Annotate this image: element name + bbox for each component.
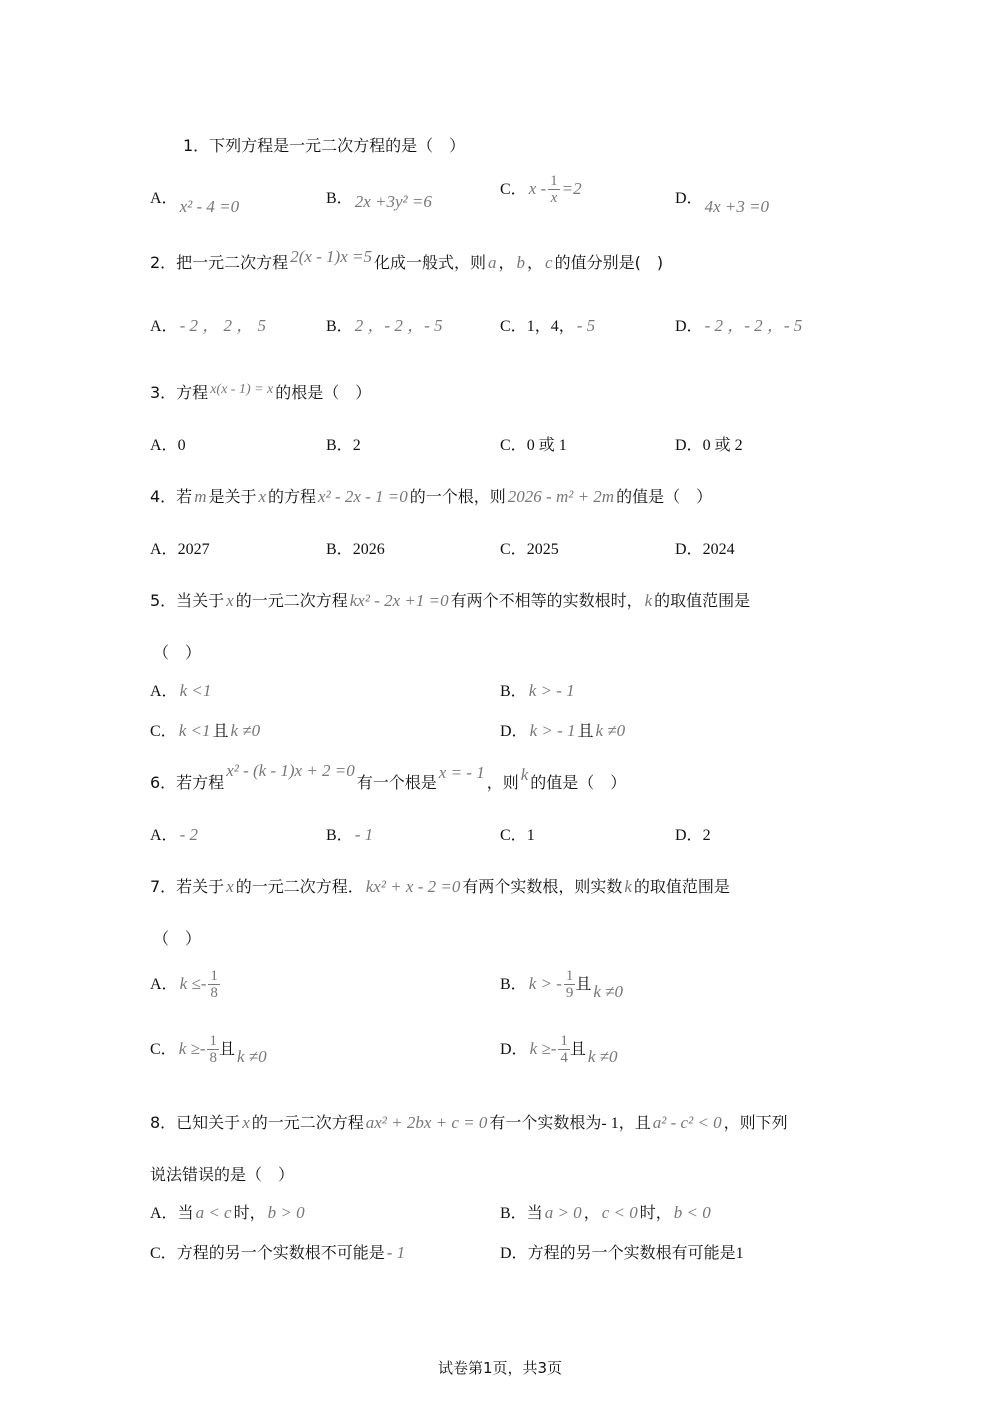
option-label: B． [500,976,527,993]
q5-option-d [500,720,627,743]
inline-variable: x [226,877,234,896]
option-text: ， [583,1203,600,1222]
stem-text: 的根是（ ） [275,383,372,402]
stem-text: 是关于 [208,487,257,506]
option-label: B． [326,541,353,558]
stem-text: ，则 [486,773,519,792]
option-label: A． [150,1205,178,1222]
stem-text: 化成一般式，则 [373,253,486,272]
option-label: D． [675,437,703,454]
option-math: 2 ，- 2 ，- 5 [354,316,443,335]
q3-option-a [150,434,186,457]
option-text: 当 [526,1203,543,1222]
q6-option-a [150,824,200,847]
q7-option-b [500,968,625,1001]
q6-option-c [500,824,535,847]
option-math: x² - 4 =0 [179,197,240,216]
q1-option-c [500,173,584,206]
inline-equation: a² - c² < 0 [652,1113,722,1132]
option-label: C． [500,437,527,454]
fraction-numerator: 1 [550,173,558,189]
option-text: 1，4， [526,318,575,335]
inline-equation: kx² - 2x +1 =0 [349,591,449,610]
option-label: D． [675,318,703,335]
inline-variable: k [624,877,632,896]
option-text: 且 [218,1039,235,1058]
fraction-denominator: 8 [210,985,218,1001]
fraction [564,968,576,1001]
answer-paren: （ ） [153,929,202,948]
option-label: B． [326,318,353,335]
option-text: 且 [577,721,594,740]
inline-equation: x² - (k - 1)x + 2 =0 [226,761,355,780]
stem-text: 8．已知关于 [150,1113,241,1132]
option-math: k > - 1 [529,721,576,740]
option-math: 4x +3 =0 [704,197,770,216]
option-math: k ≤- [179,974,207,993]
q3-option-c [500,434,567,457]
option-text: 1 [526,827,535,844]
stem-text: ，则下列 [723,1113,788,1132]
option-math: c < 0 [601,1203,638,1222]
inline-variable: x [242,1113,250,1132]
option-label: A． [150,976,178,993]
option-label: B． [500,683,527,700]
inline-variable: k [520,765,529,784]
fraction [208,968,220,1001]
q1-stem [183,135,465,157]
option-math: - 1 [354,825,374,844]
option-math: - 2 [179,825,198,844]
q3-stem [150,382,371,406]
option-label: C． [150,1041,177,1058]
option-math: a < c [195,1203,232,1222]
inline-variable: a [488,253,497,272]
q1-option-a [150,187,241,216]
option-math: k <1 [179,681,212,700]
stem-text: 6．若方程 [150,773,225,792]
option-math: - 5 [576,316,596,335]
q8-stem-continued [150,1164,294,1186]
option-label: C． [150,1245,177,1262]
stem-text: 5．当关于 [150,591,225,610]
option-label: B． [326,827,353,844]
option-text: 当 [177,1203,194,1222]
q1-option-b [326,187,434,210]
stem-text: 的方程 [268,487,317,506]
option-math: a > 0 [544,1203,582,1222]
stem-text: 有两个实数根，则实数 [462,877,623,896]
option-text: 0 或 2 [702,437,743,454]
option-text: 时， [639,1203,672,1222]
inline-variable: x [226,591,234,610]
option-label: B． [500,1205,527,1222]
option-label: C． [500,181,527,198]
q8-stem [150,1112,788,1135]
option-math: k ≠0 [230,721,261,740]
inline-equation: x(x - 1) = x [210,382,274,397]
q1-option-d [675,187,771,216]
option-math: 2x +3y² =6 [354,192,432,211]
option-text: 2026 [352,541,385,558]
option-math: k <1 [178,721,211,740]
stem-text: 的一元二次方程 [251,1113,364,1132]
q4-option-a [150,538,210,561]
fraction-denominator: x [550,190,558,206]
option-math: b > 0 [267,1203,305,1222]
q4-stem [150,486,712,508]
q8-option-d [500,1242,744,1265]
option-text: 2024 [702,541,735,558]
option-math: - 2 ，- 2 ，- 5 [704,316,803,335]
q2-option-b [326,315,445,338]
stem-text: 的值分别是( ) [554,253,664,272]
fraction-numerator: 1 [565,968,574,984]
fraction [558,1033,570,1066]
inline-variable: b [516,253,526,272]
q4-option-b [326,538,385,561]
option-text: 时， [233,1203,266,1222]
option-text: 且 [575,974,592,993]
stem-text: 7．若关于 [150,877,225,896]
inline-equation: x = - 1 [438,763,485,782]
option-label: A． [150,683,178,700]
page-footer: 试卷第1页，共3页 [437,1359,563,1377]
option-label: C． [150,723,177,740]
inline-number: - 1 [601,1115,619,1132]
option-text: 方程的另一个实数根有可能是 [527,1243,736,1262]
q7-option-a [150,968,220,1001]
q2-stem [150,247,664,274]
q7-option-d [500,1033,620,1066]
inline-equation: x² - 2x - 1 =0 [318,487,408,506]
fraction-numerator: 1 [560,1033,568,1049]
fraction-denominator: 8 [209,1050,217,1066]
q5-option-b [500,680,577,703]
q2-option-c [500,315,597,338]
q6-option-d [675,824,711,847]
inline-equation: kx² + x - 2 =0 [365,877,461,896]
stem-text: 2．把一元二次方程 [150,253,289,272]
inline-variable: x [258,487,267,506]
option-math: k ≠0 [593,982,624,1001]
stem-text: ， [498,253,515,272]
option-text: 2027 [177,541,210,558]
stem-text: 4．若 [150,487,193,506]
stem-text: 的值是（ ） [530,773,627,792]
stem-text: 有两个不相等的实数根时， [450,591,643,610]
option-math: =2 [561,179,582,198]
option-math: k ≠0 [595,721,626,740]
stem-text: 的一元二次方程 [235,591,348,610]
option-label: C． [500,827,527,844]
option-math: k ≥- [178,1039,206,1058]
q5-option-a [150,680,213,703]
option-math: k ≠0 [237,1047,267,1066]
option-label: D． [500,1245,528,1262]
fraction-numerator: 1 [210,968,218,984]
option-text: 方程的另一个实数根不可能是 [176,1243,385,1262]
inline-expression: 2026 - m² + 2m [507,487,615,506]
stem-text: 有一个实数根为 [489,1113,602,1132]
option-label: A． [150,541,178,558]
q2-option-a [150,315,268,338]
option-label: D． [500,1041,528,1058]
q4-option-d [675,538,735,561]
fraction-denominator: 4 [560,1050,568,1066]
stem-text: 的取值范围是 [654,591,751,610]
option-text: 且 [569,1039,586,1058]
option-label: A． [150,190,178,207]
option-label: C． [500,318,527,335]
stem-text: ，且 [618,1113,651,1132]
q4-option-c [500,538,559,561]
q1-stem-text: 1．下列方程是一元二次方程的是（ ） [183,136,466,155]
option-text: 2 [702,827,711,844]
inline-equation: 2(x - 1)x =5 [290,247,372,266]
q8-option-c [150,1242,407,1265]
option-text: 1 [735,1245,744,1262]
stem-text: 的取值范围是 [633,877,730,896]
option-math: k ≠0 [587,1047,618,1066]
option-label: A． [150,318,178,335]
stem-text: 说法错误的是（ ） [150,1165,295,1184]
option-label: A． [150,827,178,844]
stem-text: 3．方程 [150,383,209,402]
stem-text: 有一个根是 [356,773,437,792]
stem-text: ， [527,253,544,272]
option-label: B． [326,190,353,207]
inline-variable: m [194,487,207,506]
inline-equation: ax² + 2bx + c = 0 [365,1113,488,1132]
stem-text: 的值是（ ） [616,487,713,506]
option-label: D． [675,541,703,558]
option-text: 2025 [526,541,559,558]
q3-option-b [326,434,361,457]
option-math: x - [528,179,547,198]
stem-text: 的一个根，则 [409,487,506,506]
fraction [207,1033,219,1066]
option-label: C． [500,541,527,558]
q3-option-d [675,434,743,457]
inline-variable: c [545,253,553,272]
stem-text: 的一元二次方程． [235,877,364,896]
option-text: 且 [212,721,229,740]
q6-option-b [326,824,375,847]
q7-paren [153,928,201,950]
option-math: - 1 [386,1243,406,1262]
fraction-numerator: 1 [209,1033,217,1049]
q8-option-b [500,1202,713,1225]
option-math: k > - [528,974,562,993]
q2-option-d [675,315,804,338]
q6-stem [150,761,627,794]
option-label: A． [150,437,178,454]
option-math: k > - 1 [528,681,575,700]
q7-stem [150,876,730,898]
option-text: 0 [177,437,186,454]
q5-stem [150,590,750,612]
option-label: D． [675,190,703,207]
q8-option-a [150,1202,307,1225]
option-math: k ≥- [529,1039,557,1058]
option-math: - 2 ， 2 ， 5 [179,316,266,335]
option-text: 0 或 1 [526,437,567,454]
q5-option-c [150,720,262,743]
q5-paren [153,642,201,664]
option-text: 2 [352,437,361,454]
fraction [548,173,560,206]
option-label: D． [675,827,703,844]
inline-variable: k [644,591,653,610]
option-label: D． [500,723,528,740]
q7-option-c [150,1033,269,1066]
option-math: b < 0 [673,1203,711,1222]
fraction-denominator: 9 [565,985,574,1001]
option-label: B． [326,437,353,454]
answer-paren: （ ） [153,643,202,662]
